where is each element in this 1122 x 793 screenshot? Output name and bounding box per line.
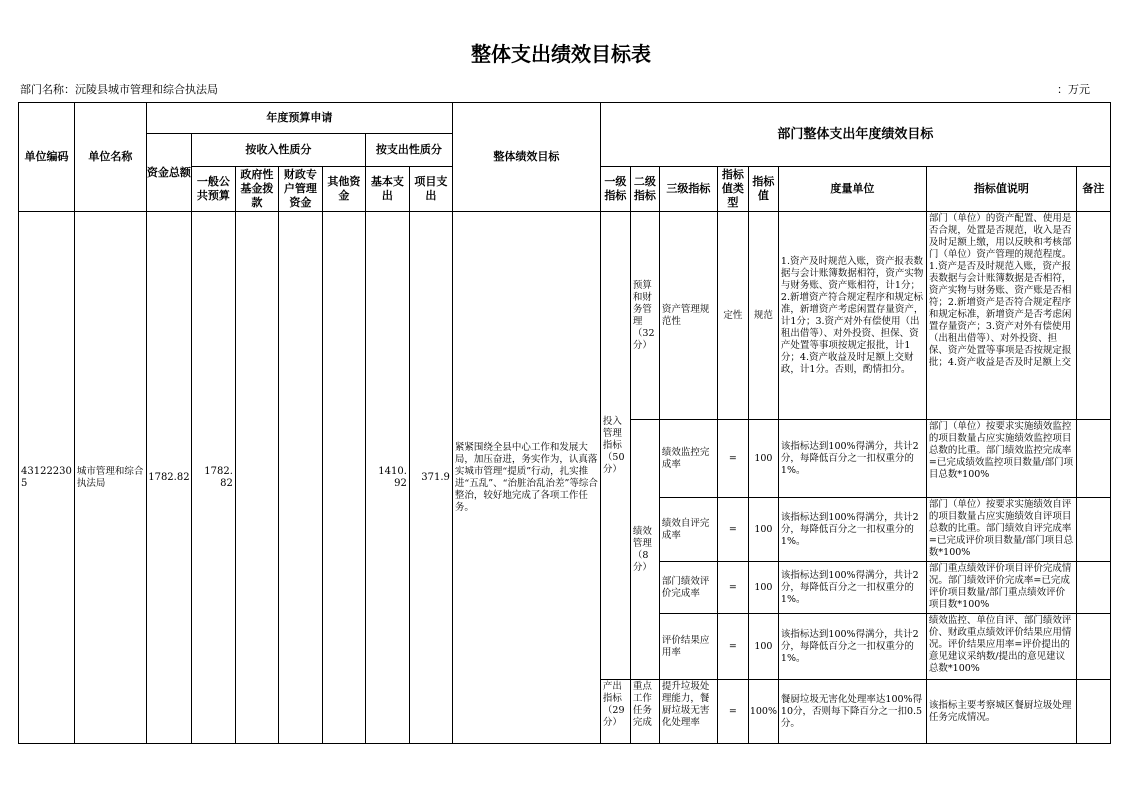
unit-code-cell: 43122230 5 <box>19 212 75 744</box>
header-total-funds: 资金总额 <box>146 134 191 212</box>
header-value: 指标值 <box>748 167 778 212</box>
indicator-note <box>1076 680 1110 744</box>
indicator-note <box>1076 498 1110 562</box>
level2-perf-cell: 绩效管理（8分） <box>630 420 659 680</box>
indicator-note <box>1076 562 1110 614</box>
indicator-name: 评价结果应用率 <box>659 614 717 680</box>
page-title: 整体支出绩效目标表 <box>471 42 651 66</box>
indicator-measure: 餐厨垃圾无害化处理率达100%得10分，否则每下降百分之一扣0.5分。 <box>778 680 926 744</box>
header-gov-fund: 政府性基金拨款 <box>235 167 278 212</box>
indicator-type: 定性 <box>717 212 748 420</box>
other-fund-cell <box>322 212 365 744</box>
level1-input-cell: 投入管理指标（50分） <box>600 212 630 680</box>
header-by-income: 按收入性质分 <box>191 134 365 167</box>
currency-unit: ：万元 <box>1057 83 1090 96</box>
project-expense-cell: 371.9 <box>409 212 452 744</box>
header-note: 备注 <box>1076 167 1110 212</box>
level1-output-cell: 产出指标（29分） <box>600 680 630 744</box>
indicator-type: = <box>717 498 748 562</box>
indicator-type: = <box>717 680 748 744</box>
total-funds-cell: 1782.82 <box>146 212 191 744</box>
unit-name-cell: 城市管理和综合执法局 <box>74 212 146 744</box>
header-desc: 指标值说明 <box>926 167 1076 212</box>
header-by-expense: 按支出性质分 <box>365 134 452 167</box>
header-unit-name: 单位名称 <box>74 103 146 212</box>
indicator-desc: 部门重点绩效评价项目评价完成情况。部门绩效评价完成率=已完成评价项目数量/部门重点绩效评价项目数*100% <box>926 562 1076 614</box>
header-level2: 二级指标 <box>630 167 659 212</box>
indicator-name: 绩效监控完成率 <box>659 420 717 498</box>
indicator-desc: 绩效监控、单位自评、部门绩效评价、财政重点绩效评价结果应用情况。评价结果应用率=评价提出的意见建议采纳数/提出的意见建议总数*100% <box>926 614 1076 680</box>
header-other-fund: 其他资金 <box>322 167 365 212</box>
indicator-measure: 该指标达到100%得满分，共计2分，每降低百分之一扣权重分的1%。 <box>778 498 926 562</box>
indicator-measure: 该指标达到100%得满分，共计2分，每降低百分之一扣权重分的1%。 <box>778 614 926 680</box>
header-level3: 三级指标 <box>659 167 717 212</box>
overall-goal-cell: 紧紧围绕全县中心工作和发展大局，加压奋进，务实作为，认真落实城市管理“提质”行动，扎实推进“五乱”、“治脏治乱治差”等综合整治，较好地完成了各项工作任务。 <box>452 212 600 744</box>
indicator-measure: 该指标达到100%得满分，共计2分，每降低百分之一扣权重分的1%。 <box>778 562 926 614</box>
header-special-fund: 财政专户管理资金 <box>278 167 322 212</box>
indicator-value: 100 <box>748 420 778 498</box>
indicator-name: 资产管理规范性 <box>659 212 717 420</box>
special-fund-cell <box>278 212 322 744</box>
indicator-desc: 该指标主要考察城区餐厨垃圾处理任务完成情况。 <box>926 680 1076 744</box>
header-project-expense: 项目支出 <box>409 167 452 212</box>
header-basic-expense: 基本支出 <box>365 167 409 212</box>
indicator-value: 100 <box>748 498 778 562</box>
header-value-type: 指标值类型 <box>717 167 748 212</box>
header-level1: 一级指标 <box>600 167 630 212</box>
indicator-desc: 部门（单位）按要求实施绩效自评的项目数量占应实施绩效自评项目总数的比重。部门绩效自评完成率=已完成评价项目数量/部门项目总数*100% <box>926 498 1076 562</box>
indicator-desc: 部门（单位）的资产配置、使用是否合规，处置是否规范，收入是否及时足额上缴，用以反映和考核部门（单位）资产管理的规范程度。1.资产是否及时规范入账，资产报表数据与会计账簿数据是否相符，资产实物与财务账、资产账是否相符；2.新增资产是否符合规定程序和规定标准，新增资产是否考虑闲置存量资产；3.资产对外有偿使用（出租出借等）、对外投资、担保、资产处置等事项是否按规定报批；4.资产收益是否及时足额上交 <box>926 212 1076 420</box>
header-overall-goal: 整体绩效目标 <box>452 103 600 212</box>
indicator-name: 部门绩效评价完成率 <box>659 562 717 614</box>
indicator-measure: 1.资产及时规范入账，资产报表数据与会计账簿数据相符，资产实物与财务账、资产账相符，计1分；2.新增资产符合规定程序和规定标准，新增资产考虑闲置存量资产，计1分；3.资产对外有偿使用（出租出借等）、对外投资、担保、资产处置等事项按规定报批，计1分；4.资产收益及时足额上交财政，计1分。否则，酌情扣分。 <box>778 212 926 420</box>
indicator-desc: 部门（单位）按要求实施绩效监控的项目数量占应实施绩效监控项目总数的比重。部门绩效监控完成率=已完成绩效监控项目数量/部门项目总数*100% <box>926 420 1076 498</box>
department-name: 部门名称：沅陵县城市管理和综合执法局 <box>20 83 218 96</box>
indicator-type: = <box>717 614 748 680</box>
indicator-value: 100 <box>748 614 778 680</box>
performance-table <box>18 102 1111 744</box>
level2-budget-cell: 预算和财务管理（32分） <box>630 212 659 420</box>
level2-task-cell: 重点工作任务完成 <box>630 680 659 744</box>
indicator-measure: 该指标达到100%得满分，共计2分，每降低百分之一扣权重分的1%。 <box>778 420 926 498</box>
indicator-note <box>1076 614 1110 680</box>
header-measure: 度量单位 <box>778 167 926 212</box>
indicator-value: 100 <box>748 562 778 614</box>
general-budget-cell: 1782. 82 <box>191 212 235 744</box>
header-general-budget: 一般公共预算 <box>191 167 235 212</box>
indicator-note <box>1076 212 1110 420</box>
header-annual-goal: 部门整体支出年度绩效目标 <box>600 103 1110 167</box>
indicator-value: 100% <box>748 680 778 744</box>
indicator-type: = <box>717 420 748 498</box>
header-unit-code: 单位编码 <box>19 103 75 212</box>
indicator-name: 提升垃圾处理能力，餐厨垃圾无害化处理率 <box>659 680 717 744</box>
indicator-name: 绩效自评完成率 <box>659 498 717 562</box>
indicator-type: = <box>717 562 748 614</box>
basic-expense-cell: 1410. 92 <box>365 212 409 744</box>
gov-fund-cell <box>235 212 278 744</box>
indicator-note <box>1076 420 1110 498</box>
header-annual-budget: 年度预算申请 <box>146 103 452 134</box>
indicator-value: 规范 <box>748 212 778 420</box>
